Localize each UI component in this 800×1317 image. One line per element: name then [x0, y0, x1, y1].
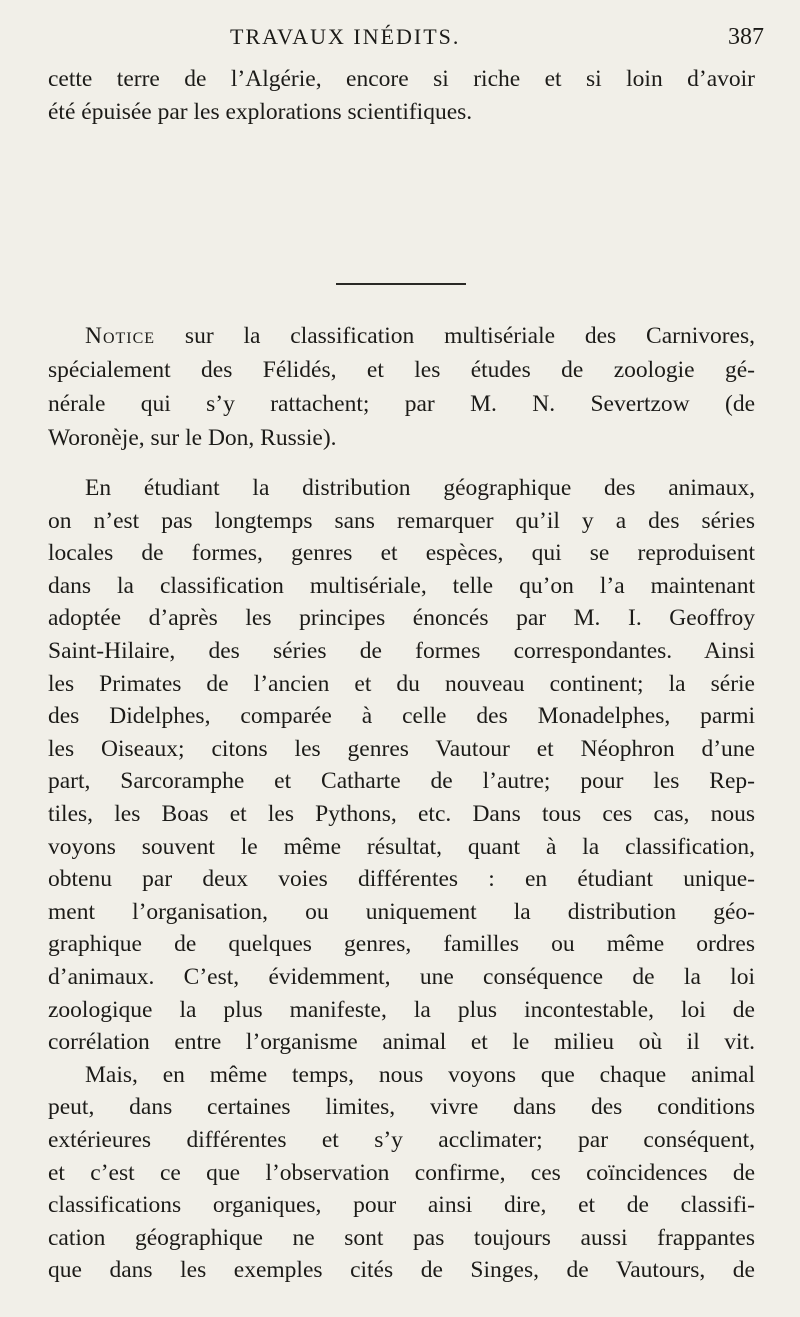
para-line: part, Sarcoramphe et Catharte de l’autre; pour les Rep-	[48, 768, 755, 795]
para-line: graphique de quelques genres, familles ou même ordres	[48, 931, 755, 958]
para-line: adoptée d’après les principes énoncés par M. I. Geoffroy	[48, 605, 755, 632]
para-line: Mais, en même temps, nous voyons que chaque animal	[85, 1061, 755, 1088]
para-line: voyons souvent le même résultat, quant à la classification,	[48, 833, 755, 860]
text-block-top	[48, 63, 755, 133]
main-paragraph	[48, 472, 755, 1292]
notice-heading	[48, 320, 755, 460]
para-line: tiles, les Boas et les Pythons, etc. Dans tous ces cas, nous	[48, 801, 755, 827]
para-line: et c’est ce que l’observation confirme, ces coïncidences de	[48, 1159, 755, 1186]
para-line: des Didelphes, comparée à celle des Monadelphes, parmi	[48, 703, 755, 730]
para-line: dans la classification multisériale, telle qu’on l’a maintenant	[48, 572, 755, 599]
para-line: les Primates de l’ancien et du nouveau continent; la série	[48, 670, 755, 697]
page-number: 387	[728, 24, 764, 50]
notice-line-4: Woronèje, sur le Don, Russie).	[48, 425, 337, 451]
para-line: corrélation entre l’organisme animal et le milieu où il vit.	[48, 1029, 755, 1056]
para-line: En étudiant la distribution géographique des animaux,	[85, 475, 755, 501]
para-line: d’animaux. C’est, évidemment, une conséquence de la loi	[48, 964, 755, 990]
para-line: classifications organiques, pour ainsi dire, et de classifi-	[48, 1192, 755, 1219]
para-line: ment l’organisation, ou uniquement la distribution géo-	[48, 898, 755, 925]
notice-line-3: nérale qui s’y rattachent; par M. N. Severtzow (de	[48, 391, 755, 417]
body-line-1: cette terre de l’Algérie, encore si riche et si loin d’avoir	[48, 66, 755, 92]
para-line: locales de formes, genres et espèces, qui se reproduisent	[48, 540, 755, 567]
notice-lead: Notice	[85, 323, 156, 349]
notice-line-2: spécialement des Félidés, et les études de zoologie gé-	[48, 357, 755, 383]
para-line: cation géographique ne sont pas toujours aussi frappantes	[48, 1224, 755, 1251]
para-line: les Oiseaux; citons les genres Vautour et Néophron d’une	[48, 735, 755, 762]
para-line: que dans les exemples cités de Singes, de Vautours, de	[48, 1257, 755, 1284]
para-line: zoologique la plus manifeste, la plus incontestable, loi de	[48, 996, 755, 1023]
running-head	[230, 20, 764, 56]
para-line: peut, dans certaines limites, vivre dans des conditions	[48, 1094, 755, 1121]
body-line-2: été épuisée par les explorations scientifiques.	[48, 99, 473, 125]
para-line: obtenu par deux voies différentes : en étudiant unique-	[48, 866, 755, 893]
notice-line-1	[85, 320, 755, 352]
para-line: Saint-Hilaire, des séries de formes correspondantes. Ainsi	[48, 638, 755, 664]
section-separator	[336, 283, 466, 285]
para-line: extérieures différentes et s’y acclimater; par conséquent,	[48, 1127, 755, 1153]
notice-line-1-text: sur la classification multisériale des Carnivores,	[184, 323, 756, 349]
running-title: TRAVAUX INÉDITS.	[230, 24, 461, 49]
para-line: on n’est pas longtemps sans remarquer qu’il y a des séries	[48, 507, 755, 534]
